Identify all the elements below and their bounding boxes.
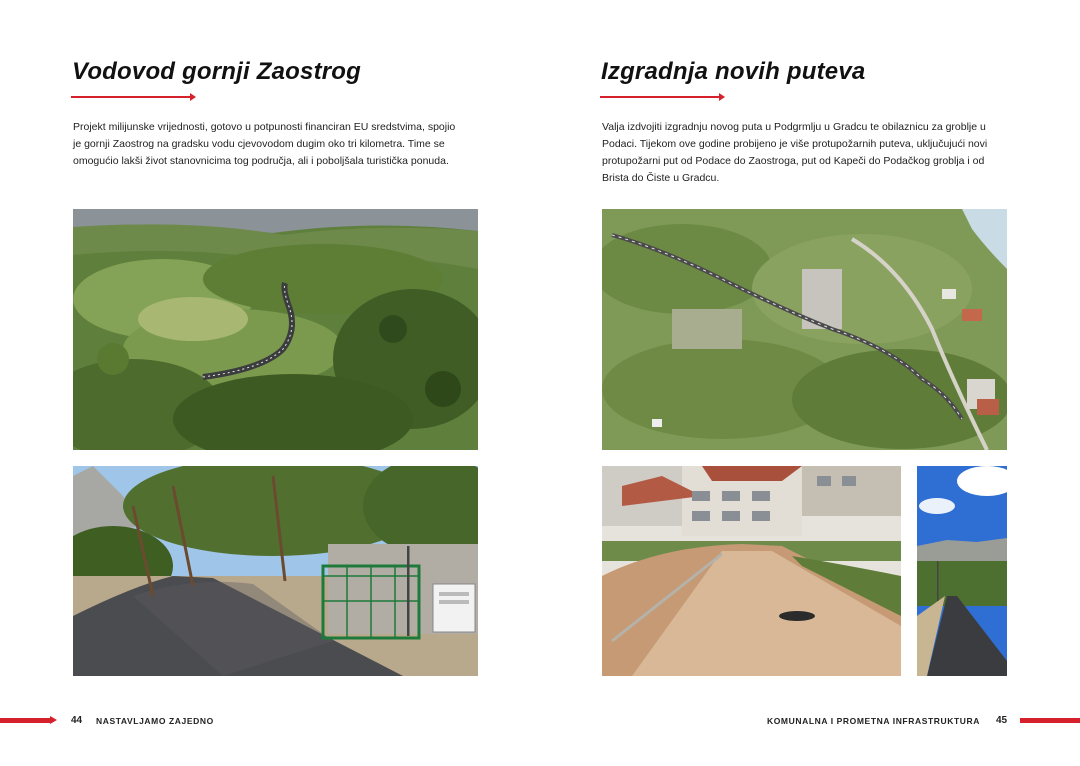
photo-gravel-path: [602, 466, 901, 676]
photo-narrow-road: [917, 466, 1007, 676]
photo-aerial-hillside: [602, 209, 1007, 450]
right-body-text: [602, 119, 987, 187]
left-page-number: 44: [71, 715, 83, 726]
left-footer-label: NASTAVLJAMO ZAJEDNO: [96, 716, 214, 726]
left-body-line: omogućio lakši život stanovnicima tog područja, ali i poboljšala turistička ponuda.: [73, 155, 449, 167]
left-title-underline: [71, 96, 191, 98]
left-footer-line: [0, 718, 50, 723]
right-footer-line: [1020, 718, 1080, 723]
right-footer-label: KOMUNALNA I PROMETNA INFRASTRUKTURA: [766, 716, 980, 726]
right-body-line: Valja izdvojiti izgradnju novog puta u Podgrmlju u Gradcu te obilaznicu za groblje u: [602, 121, 986, 133]
right-body-line: protupožarni put od Podace do Zaostroga, put od Kapeči do Podačkog groblja i od: [602, 155, 985, 167]
right-body-line: Brista do Čiste u Gradcu.: [602, 172, 720, 184]
photo-forest-road: [73, 209, 478, 450]
left-body-line: je gornji Zaostrog na gradsku vodu cjevovodom dugim oko tri kilometra. Time se: [73, 138, 445, 150]
right-body-line: Podaci. Tijekom ove godine probijeno je više protupožarnih puteva, uključujući novi: [602, 138, 988, 150]
left-body-line: Projekt milijunske vrijednosti, gotovo u potpunosti financiran EU sredstvima, spojio: [73, 121, 456, 133]
right-title-underline: [600, 96, 720, 98]
right-page-number: 45: [996, 715, 1008, 726]
right-page-title: Izgradnja novih puteva: [601, 58, 866, 85]
left-footer-arrow-icon: [50, 716, 57, 724]
photo-road-gate: [73, 466, 478, 676]
left-body-text: [73, 119, 455, 170]
left-page-title: Vodovod gornji Zaostrog: [72, 58, 362, 85]
